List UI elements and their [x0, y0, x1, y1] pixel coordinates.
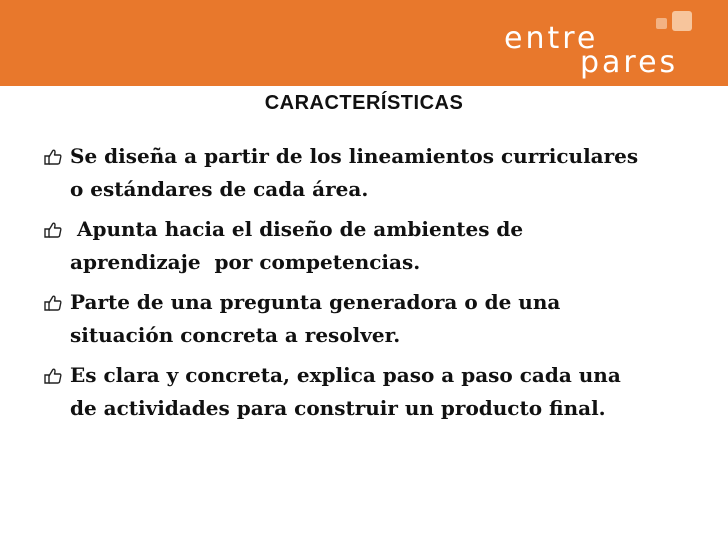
- logo-square-small: [656, 18, 667, 29]
- thumbs-up-icon: [44, 368, 62, 384]
- entrepares-logo: [494, 0, 714, 86]
- thumbs-up-icon: [44, 295, 62, 311]
- logo-text-line2: pares: [580, 45, 679, 80]
- thumbs-up-icon: [44, 149, 62, 165]
- bullet-text: Apunta hacia el diseño de ambientes de aprendizaje por competencias.: [70, 217, 531, 274]
- thumbs-up-icon: [44, 222, 62, 238]
- logo-text-line1: entre: [504, 21, 599, 56]
- slide-title: CARACTERÍSTICAS: [264, 92, 464, 114]
- logo-square-large: [672, 11, 692, 31]
- bullet-text: Es clara y concreta, explica paso a paso cada una de actividades para construir un producto final.: [70, 363, 621, 420]
- bullet-item: [44, 213, 654, 279]
- bullet-item: [44, 286, 654, 352]
- bullet-list: [44, 140, 654, 432]
- bullet-item: [44, 140, 654, 206]
- bullet-text: Parte de una pregunta generadora o de una situación concreta a resolver.: [70, 290, 561, 347]
- bullet-text: Se diseña a partir de los lineamientos curriculares o estándares de cada área.: [70, 144, 639, 201]
- bullet-item: [44, 359, 654, 425]
